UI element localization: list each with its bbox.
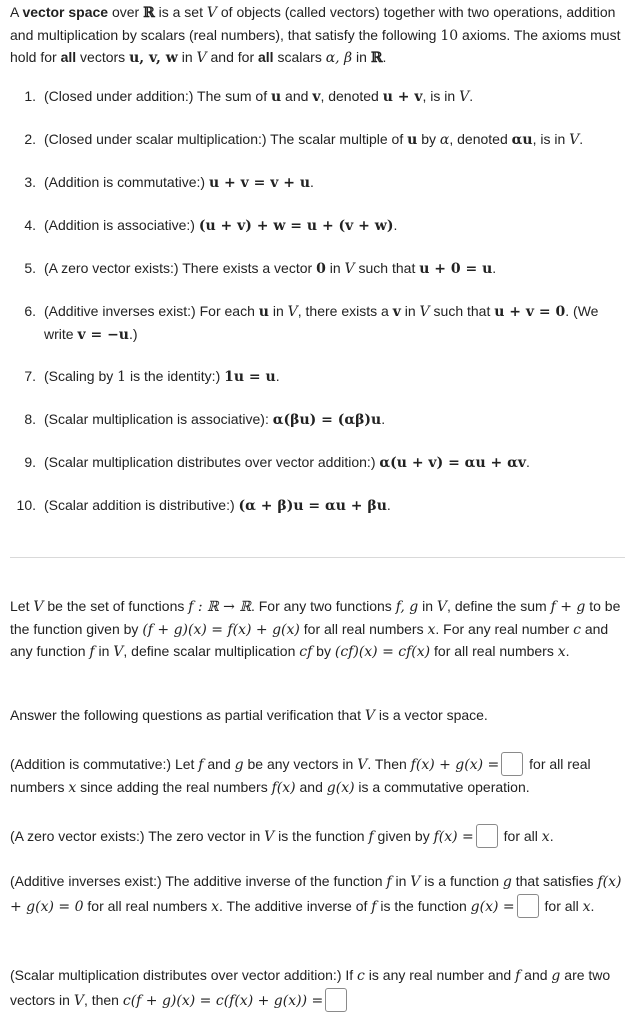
question-commutative: (Addition is commutative:) Let f and g be any vectors in V. Then f(x) + g(x) = for all real numbers x since adding the real numbers f(x) and g(x) is a commutative operation.	[10, 752, 625, 799]
question-additive-inverse: (Additive inverses exist:) The additive inverse of the function f in V is a function g that satisfies f(x) + g(x) = 0 for all real numbers x. The additive inverse of f is the function g(x) = for all x.	[10, 871, 625, 918]
question-zero-vector: (A zero vector exists:) The zero vector in V is the function f given by f(x) = for all x.	[10, 824, 625, 849]
answer-box-distributive[interactable]	[325, 988, 347, 1012]
intro-paragraph: A vector space over ℝ is a set V of objects (called vectors) together with two operations, addition and multiplication by scalars (real numbers), that satisfy the following 10 axioms. The axioms must hold for all vectors u, v, w in V and for all scalars α, β in ℝ.	[10, 4, 621, 66]
answer-box-zero-vector[interactable]	[476, 824, 498, 848]
setup-paragraph: Let V be the set of functions f : ℝ → ℝ. For any two functions f, g in V, define the sum f + g to be the function given by (f + g)(x) = f(x) + g(x) for all real numbers x. For any real number c and any function f in V, define scalar multiplication cf by (cf)(x) = cf(x) for all real numbers x.	[10, 598, 621, 660]
vector-space-term: vector space	[22, 4, 109, 20]
section-divider	[10, 557, 625, 558]
instruction-text: Answer the following questions as partial verification that V is a vector space.	[10, 707, 488, 724]
answer-box-commutative[interactable]	[501, 752, 523, 776]
answer-box-additive-inverse[interactable]	[517, 894, 539, 918]
question-distributive: (Scalar multiplication distributes over vector addition:) If c is any real number and f and g are two vectors in V, then c(f + g)(x) = c(f(x) + g(x)) =	[10, 965, 625, 1012]
